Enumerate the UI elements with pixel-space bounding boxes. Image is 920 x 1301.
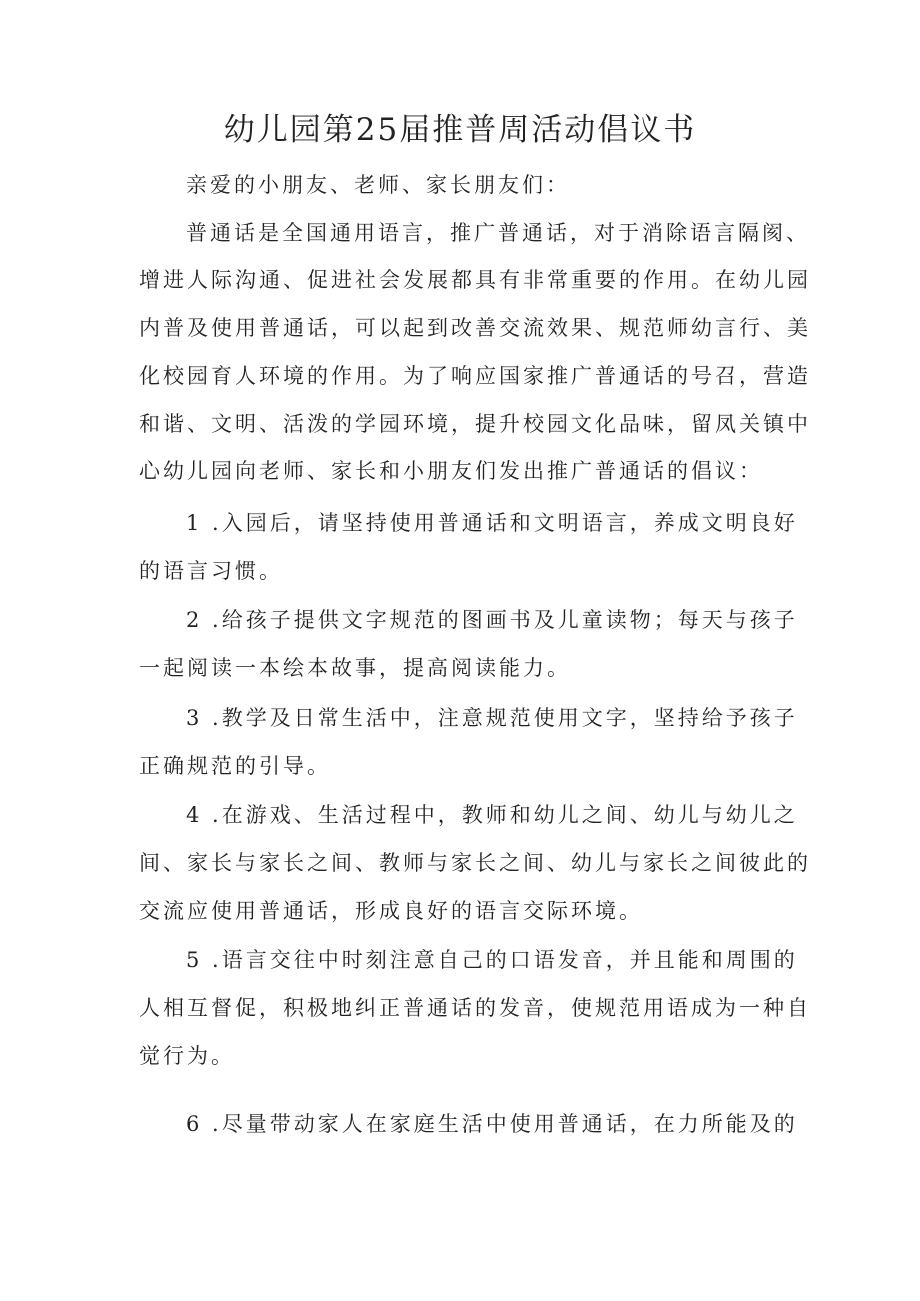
item-1-line: 的语言习惯。 — [139, 559, 283, 583]
item-5-line: 觉行为。 — [139, 1044, 235, 1068]
greeting: 亲爱的小朋友、老师、家长朋友们： — [186, 173, 570, 197]
item-1-line: 1 .入园后，请坚持使用普通话和文明语言，养成文明良好 — [186, 511, 798, 535]
intro-line: 心幼儿园向老师、家长和小朋友们发出推广普通话的倡议： — [139, 459, 763, 483]
intro-line: 普通话是全国通用语言，推广普通话，对于消除语言隔阂、 — [186, 221, 810, 245]
intro-line: 化校园育人环境的作用。为了响应国家推广普通话的号召，营造 — [139, 364, 811, 388]
item-4-line: 4 .在游戏、生活过程中，教师和幼儿之间、幼儿与幼儿之 — [186, 803, 798, 827]
item-6-line: 6 .尽量带动家人在家庭生活中使用普通话，在力所能及的 — [186, 1112, 798, 1136]
item-4-line: 间、家长与家长之间、教师与家长之间、幼儿与家长之间彼此的 — [139, 851, 811, 875]
document-title: 幼儿园第25届推普周活动倡议书 — [223, 112, 697, 148]
intro-line: 增进人际沟通、促进社会发展都具有非常重要的作用。在幼儿园 — [139, 268, 811, 292]
item-5-line: 人相互督促，积极地纠正普通话的发音，使规范用语成为一种自 — [139, 996, 811, 1020]
intro-line: 和谐、文明、活泼的学园环境，提升校园文化品味，留凤关镇中 — [139, 412, 811, 436]
item-3-line: 正确规范的引导。 — [139, 754, 331, 778]
item-4-line: 交流应使用普通话，形成良好的语言交际环境。 — [139, 899, 643, 923]
intro-line: 内普及使用普通话，可以起到改善交流效果、规范师幼言行、美 — [139, 316, 811, 340]
item-2-line: 2 .给孩子提供文字规范的图画书及儿童读物；每天与孩子 — [186, 608, 798, 632]
item-3-line: 3 .教学及日常生活中，注意规范使用文字，坚持给予孩子 — [186, 706, 798, 730]
item-2-line: 一起阅读一本绘本故事，提高阅读能力。 — [139, 656, 571, 680]
item-5-line: 5 .语言交往中时刻注意自己的口语发音，并且能和周围的 — [186, 948, 798, 972]
